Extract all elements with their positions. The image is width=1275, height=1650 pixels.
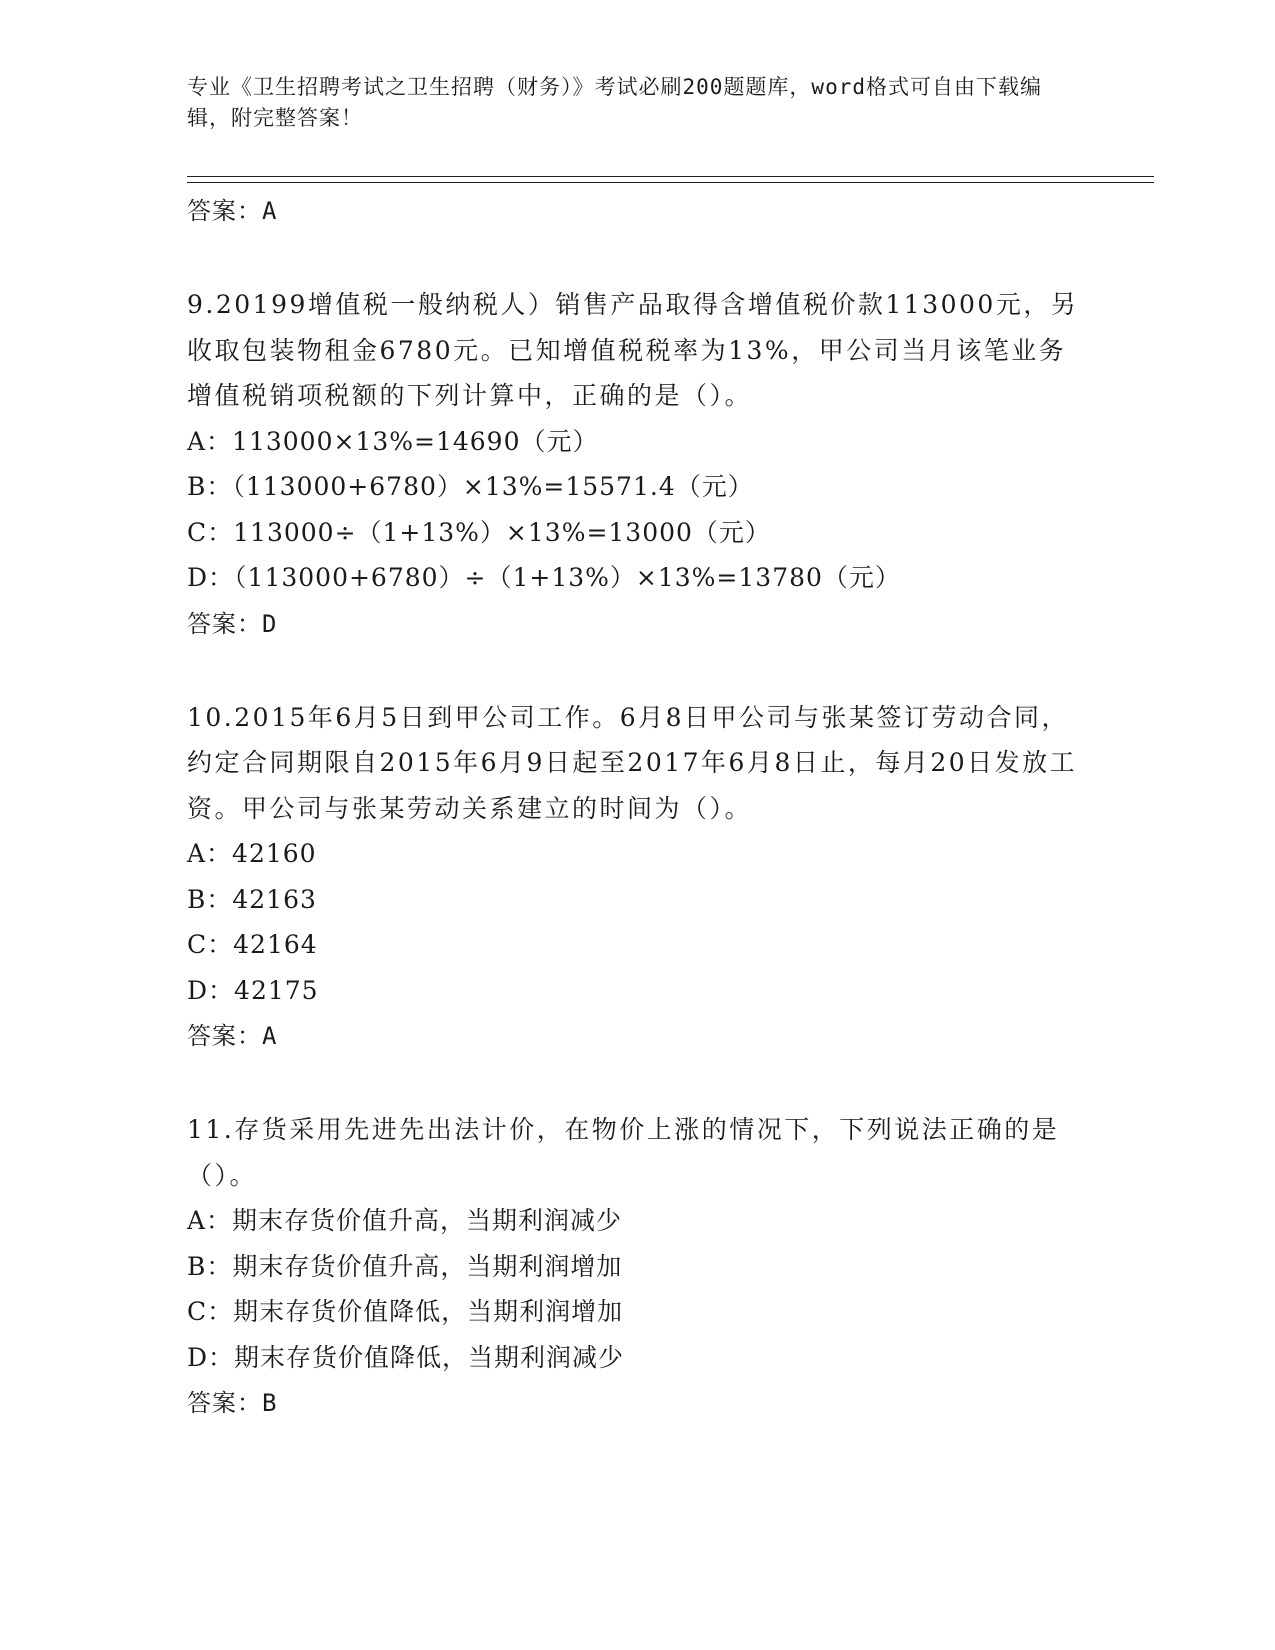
- option-d: D：期末存货价值降低，当期利润减少: [187, 1342, 625, 1372]
- question-10: [187, 695, 1087, 1060]
- header-rule-bottom: [187, 182, 1154, 183]
- document-body: [187, 188, 1087, 1426]
- option-d: D：（113000+6780）÷（1+13%）×13%=13780（元）: [187, 563, 901, 592]
- page-header: 专业《卫生招聘考试之卫生招聘（财务）》考试必刷200题题库，word格式可自由下载编辑，附完整答案！: [187, 75, 1042, 130]
- option-b: B：42163: [187, 884, 317, 914]
- question-11: [187, 1107, 1087, 1426]
- spacer: [187, 647, 1087, 695]
- option-a: A：42160: [187, 839, 317, 868]
- header-rule-top: [187, 176, 1154, 177]
- option-b: B：（113000+6780）×13%=15571.4（元）: [187, 472, 754, 501]
- option-c: C：期末存货价值降低，当期利润增加: [187, 1297, 624, 1326]
- option-c: C：42164: [187, 930, 318, 959]
- option-c: C：113000÷（1+13%）×13%=13000（元）: [187, 517, 771, 547]
- option-b: B：期末存货价值升高，当期利润增加: [187, 1251, 623, 1281]
- question-text: 10.2015年6月5日到甲公司工作。6月8日甲公司与张某签订劳动合同，约定合同期限自2015年6月9日起至2017年6月8日止，每月20日发放工资。甲公司与张某劳动关系建立的时间为（）。: [187, 702, 1078, 823]
- spacer: [187, 234, 1087, 282]
- question-text: 11.存货采用先进先出法计价，在物价上涨的情况下，下列说法正确的是（）。: [187, 1115, 1060, 1190]
- previous-answer: 答案：A: [187, 197, 278, 225]
- question-text: 9.20199增值税一般纳税人）销售产品取得含增值税价款113000元，另收取包装物租金6780元。已知增值税税率为13%，甲公司当月该笔业务增值税销项税额的下列计算中，正确的是（）。: [187, 290, 1079, 410]
- answer: 答案：A: [187, 1022, 278, 1050]
- answer: 答案：D: [187, 609, 278, 638]
- answer: 答案：B: [187, 1389, 278, 1417]
- option-d: D：42175: [187, 975, 319, 1005]
- option-a: A：113000×13%=14690（元）: [187, 426, 599, 456]
- option-a: A：期末存货价值升高，当期利润减少: [187, 1206, 623, 1235]
- question-9: [187, 282, 1087, 647]
- spacer: [187, 1059, 1087, 1107]
